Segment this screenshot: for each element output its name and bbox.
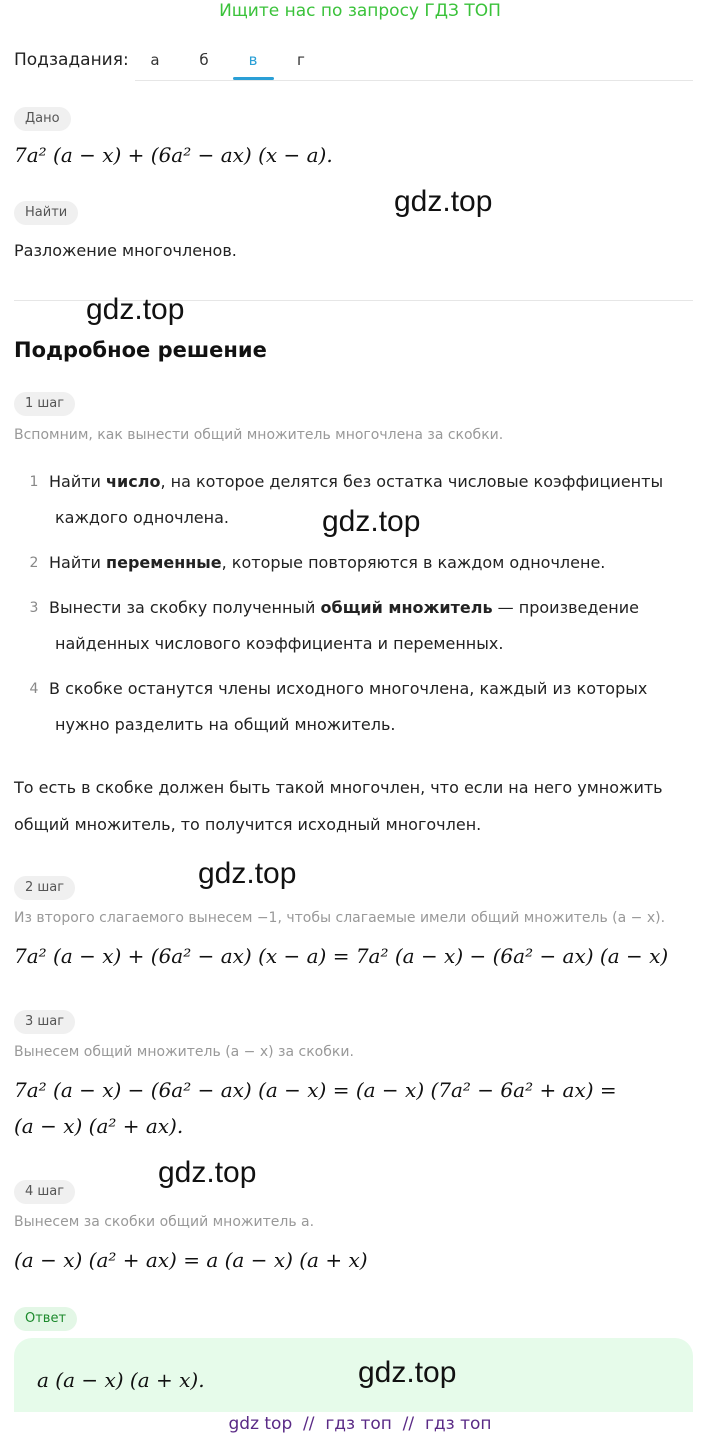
list-text: Найти — [49, 472, 107, 491]
step1-pill: 1 шаг — [14, 392, 75, 416]
list-number: 3 — [29, 600, 39, 616]
answer-expression: a (a − x) (a + x). — [37, 1368, 205, 1392]
step2-hint: Из второго слагаемого вынесем −1, чтобы слагаемые имели общий множитель (a − x). — [14, 910, 666, 926]
list-item-continuation: каждого одночлена. — [55, 508, 229, 527]
watermark: gdz.top — [358, 1356, 457, 1389]
step1-hint: Вспомним, как вынести общий множитель многочлена за скобки. — [14, 427, 504, 443]
watermark: gdz.top — [394, 185, 493, 218]
list-item-continuation: найденных числового коэффициента и переменных. — [55, 634, 504, 653]
step3-formula-line-1: 7a² (a − x) − (6a² − ax) (a − x) = (a − x) (7a² − 6a² + ax) = — [14, 1078, 617, 1102]
tab-g[interactable]: г — [297, 51, 305, 69]
list-number: 2 — [29, 555, 39, 571]
list-item — [49, 598, 639, 617]
search-banner: Ищите нас по запросу ГДЗ ТОП — [219, 1, 501, 21]
note-line-1: То есть в скобке должен быть такой многочлен, что если на него умножить — [14, 778, 663, 797]
active-tab-indicator — [233, 77, 274, 80]
step4-hint: Вынесем за скобки общий множитель a. — [14, 1214, 315, 1230]
find-pill: Найти — [14, 201, 78, 225]
list-text: Найти — [49, 553, 107, 572]
watermark: gdz.top — [198, 857, 297, 890]
list-number: 1 — [29, 474, 39, 490]
footer-links: gdz top // гдз топ // гдз топ — [228, 1414, 492, 1434]
given-expression: 7a² (a − x) + (6a² − ax) (x − a). — [14, 143, 333, 167]
list-bold: число — [106, 472, 161, 491]
step2-formula: 7a² (a − x) + (6a² − ax) (x − a) = 7a² (a − x) − (6a² − ax) (a − x) — [14, 944, 669, 968]
list-bold: общий множитель — [320, 598, 493, 617]
step3-pill: 3 шаг — [14, 1010, 75, 1034]
answer-pill: Ответ — [14, 1307, 77, 1331]
list-text: , которые повторяются в каждом одночлене. — [221, 553, 606, 572]
list-item — [49, 553, 605, 572]
tab-v[interactable]: в — [248, 51, 258, 69]
subtasks-label: Подзадания: — [14, 50, 129, 70]
step4-formula: (a − x) (a² + ax) = a (a − x) (a + x) — [14, 1248, 368, 1272]
list-bold: переменные — [106, 553, 222, 572]
step3-formula-line-2: (a − x) (a² + ax). — [14, 1114, 184, 1138]
list-text: , на которое делятся без остатка числовые коэффициенты — [160, 472, 664, 491]
list-item — [49, 472, 663, 491]
find-text: Разложение многочленов. — [14, 241, 237, 260]
step4-pill: 4 шаг — [14, 1180, 75, 1204]
watermark: gdz.top — [158, 1156, 257, 1189]
watermark: gdz.top — [322, 505, 421, 538]
solution-title: Подробное решение — [14, 338, 267, 362]
list-number: 4 — [29, 681, 39, 697]
tab-b[interactable]: б — [199, 51, 209, 69]
tab-a[interactable]: а — [150, 51, 160, 69]
tabs-divider — [135, 80, 693, 81]
list-text: — произведение — [492, 598, 639, 617]
step3-hint: Вынесем общий множитель (a − x) за скобки. — [14, 1044, 354, 1060]
list-text: Вынести за скобку полученный — [49, 598, 321, 617]
list-item-continuation: нужно разделить на общий множитель. — [55, 715, 396, 734]
list-item: В скобке останутся члены исходного многочлена, каждый из которых — [49, 679, 648, 698]
step2-pill: 2 шаг — [14, 876, 75, 900]
given-pill: Дано — [14, 107, 71, 131]
watermark: gdz.top — [86, 293, 185, 326]
note-line-2: общий множитель, то получится исходный многочлен. — [14, 815, 482, 834]
